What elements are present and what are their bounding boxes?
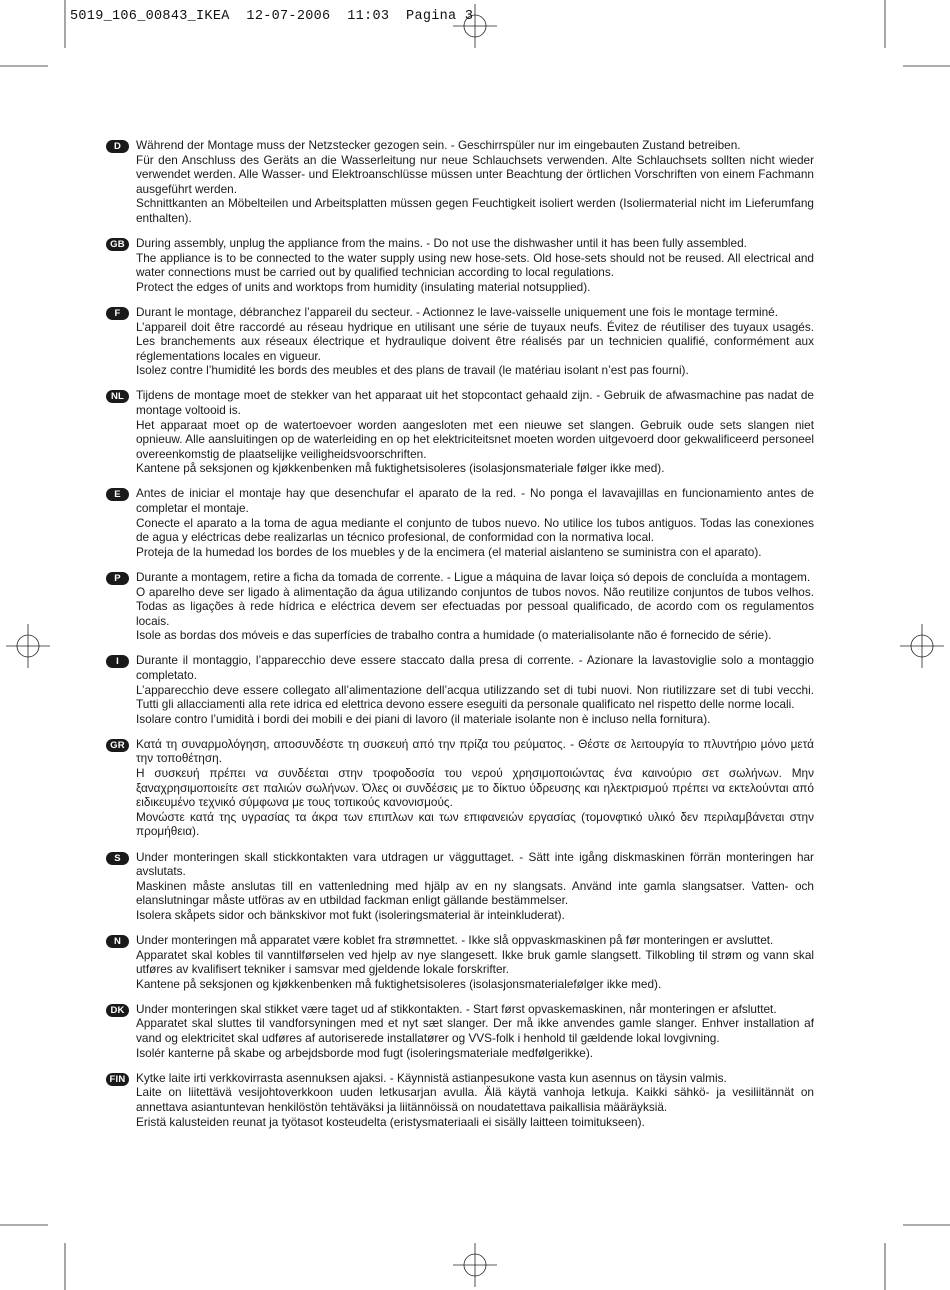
- paragraph: O aparelho deve ser ligado à alimentação da água utilizando conjuntos de tubos novos. Não reutilize conjuntos de tubos velhos. Todas as ligações à rede hídrica e eléctrica devem ser efectuadas por pessoal qualificado, de acordo com os regulamentos locais.: [136, 584, 814, 628]
- section-n: [106, 933, 814, 991]
- paragraph: Kytke laite irti verkkovirrasta asennuksen ajaksi. - Käynnistä astianpesukone vasta kun asennus on täysin valmis.: [136, 1070, 727, 1085]
- paragraph: L’appareil doit être raccordé au réseau hydrique en utilisant une série de tuyaux neufs. Évitez de réutiliser des tuyaux usagés. Les branchements aux réseaux électrique et hydraulique doivent être réalisés par un technicien qualifié, conformément aux réglementations locales en vigueur.: [136, 319, 814, 363]
- paragraph: Under monteringen skall stickkontakten vara utdragen ur vägguttaget. - Sätt inte igång diskmaskinen förrän monteringen har avslutats.: [136, 849, 814, 879]
- paragraph: Isolare contro l’umidità i bordi dei mobili e dei piani di lavoro (il materiale isolante non è incluso nella fornitura).: [136, 711, 711, 726]
- paragraph: Eristä kalusteiden reunat ja työtasot kosteudelta (eristysmateriaali ei sisälly laitteen toimitukseen).: [136, 1114, 645, 1129]
- paragraph: Antes de iniciar el montaje hay que desenchufar el aparato de la red. - No ponga el lavavajillas en funcionamiento antes de completar el montaje.: [136, 486, 814, 516]
- language-badge: E: [106, 488, 129, 501]
- language-badge: GB: [106, 238, 129, 251]
- instructions: [106, 138, 814, 1140]
- paragraph: Under monteringen skal stikket være taget ud af stikkontakten. - Start først opvaskemaskinen, når monteringen er afsluttet.: [136, 1001, 777, 1016]
- language-badge: DK: [106, 1004, 129, 1017]
- paragraph: Protect the edges of units and worktops from humidity (insulating material notsupplied).: [136, 279, 591, 294]
- paragraph: Apparatet skal kobles til vanntilførselen ved hjelp av nye slangesett. Ikke bruk gamle slangsett. Tilkobling til strøm og vann skal utføres av kvalifisert tekniker i samsvar med gjeldende lokale forskrifter.: [136, 947, 814, 977]
- section-gb: [106, 236, 814, 294]
- language-badge: S: [106, 852, 129, 865]
- paragraph: Isole as bordas dos móveis e das superfícies de trabalho contra a humidade (o materialisolante não é fornecido de série).: [136, 628, 772, 643]
- paragraph: Κατά τη συναρμολόγηση, αποσυνδέστε τη συσκευή από την πρίζα του ρεύματος. - Θέστε σε λειτουργία το πλυντήριο μόνο μετά την τοποθέτηση.: [136, 736, 814, 766]
- section-s: [106, 850, 814, 923]
- paragraph: Für den Anschluss des Geräts an die Wasserleitung nur neue Schlauchsets verwenden. Alte Schlauchsets sollten nicht wieder verwendet werden. Alle Wasser- und Elektroanschlüsse müssen unter Beachtung der örtlichen Vorschriften von einem Fachmann ausgeführt werden.: [136, 152, 814, 196]
- paragraph: Während der Montage muss der Netzstecker gezogen sein. - Geschirrspüler nur im eingebauten Zustand betreiben.: [136, 138, 741, 152]
- paragraph: Η συσκευή πρέπει να συνδέεται στην τροφοδοσία του νερού χρησιμοποιώντας ένα καινούριο σετ σωλήνων. Μην ξαναχρησιμοποιείτε σετ παλιών σωλήνων. Όλες οι συνδέσεις με το δίκτυο ύδρευσης και ηλεκτρισμού πρέπει να εκτελούνται από ειδικευμένο τεχνικό σύμφωνα με τους τοπικούς κανονισμούς.: [136, 766, 814, 810]
- language-badge: N: [106, 935, 129, 948]
- print-slug: 5019_106_00843_IKEA 12-07-2006 11:03 Pagina 3: [70, 9, 474, 24]
- paragraph: Durante a montagem, retire a ficha da tomada de corrente. - Ligue a máquina de lavar loiça só depois de concluída a montagem.: [136, 569, 811, 584]
- section-e: [106, 486, 814, 559]
- paragraph: Maskinen måste anslutas till en vattenledning med hjälp av en ny slangsats. Använd inte gamla slangsatser. Vatten- och elanslutningar måste utföras av en utbildad fackman enligt gällande bestämmelser.: [136, 878, 814, 908]
- language-badge: F: [106, 307, 129, 320]
- paragraph: Laite on liitettävä vesijohtoverkkoon uuden letkusarjan avulla. Älä käytä vanhoja letkuja. Kaikki sähkö- ja vesiliitännät on annettava asiantuntevan henkilöstön tehtäväksi ja liitännöissä on noudatettava paikallisia määräyksiä.: [136, 1085, 814, 1114]
- paragraph: Durant le montage, débranchez l’appareil du secteur. - Actionnez le lave-vaisselle uniquement une fois le montage terminé.: [136, 304, 778, 319]
- paragraph: Μονώστε κατά της υγρασίας τα άκρα των επιπλων και των επιφανειών εργασίας (τομονφτικό υλικό δεν περιλαμβάνεται στην προμήθεια).: [136, 809, 814, 839]
- language-badge: I: [106, 655, 129, 668]
- section-dk: [106, 1002, 814, 1060]
- paragraph: The appliance is to be connected to the water supply using new hose-sets. Old hose-sets should not be reused. All electrical and water connections must be carried out by qualified technician according to local regulations.: [136, 250, 814, 280]
- paragraph: Isolez contre l’humidité les bords des meubles et des plans de travail (le matériau isolant n’est pas fourni).: [136, 363, 689, 378]
- language-badge: NL: [106, 390, 129, 403]
- paragraph: During assembly, unplug the appliance from the mains. - Do not use the dishwasher until it has been fully assembled.: [136, 236, 747, 251]
- language-badge: GR: [106, 739, 129, 752]
- paragraph: Isolér kanterne på skabe og arbejdsborde mod fugt (isoleringsmateriale medfølgerikke).: [136, 1045, 594, 1060]
- paragraph: Kantene på seksjonen og kjøkkenbenken må fuktighetsisoleres (isolasjonsmateriale følger ikke med).: [136, 461, 665, 476]
- paragraph: Under monteringen må apparatet være koblet fra strømnettet. - Ikke slå oppvaskmaskinen på før monteringen er avsluttet.: [136, 933, 774, 947]
- language-badge: FIN: [106, 1073, 129, 1086]
- language-badge: P: [106, 572, 129, 585]
- language-badge: D: [106, 140, 129, 153]
- section-f: [106, 305, 814, 378]
- section-nl: [106, 388, 814, 476]
- paragraph: Apparatet skal sluttes til vandforsyningen med et nyt sæt slanger. Der må ikke anvendes gamle slanger. Enhver installation af vand og elektricitet skal udføres af autoriserede installatører og VVS-folk i henhold til gældende lokal lovgivning.: [136, 1016, 814, 1046]
- paragraph: Tijdens de montage moet de stekker van het apparaat uit het stopcontact gehaald zijn. - Gebruik de afwasmachine pas nadat de montage voltooid is.: [136, 388, 814, 417]
- section-d: [106, 138, 814, 226]
- paragraph: Kantene på seksjonen og kjøkkenbenken må fuktighetsisoleres (isolasjonsmaterialefølger ikke med).: [136, 976, 662, 991]
- section-gr: [106, 737, 814, 839]
- paragraph: Durante il montaggio, l’apparecchio deve essere staccato dalla presa di corrente. - Azionare la lavastoviglie solo a montaggio completato.: [136, 653, 814, 682]
- section-i: [106, 653, 814, 726]
- paragraph: Het apparaat moet op de watertoevoer worden aangesloten met een nieuwe set slangen. Gebruik oude sets slangen niet opnieuw. Alle aansluitingen op de waterleiding en op het elektriciteitsnet moeten worden uitgevoerd door gekwalificeerd personeel overeenkomstig de plaatselijke veiligheidsvoorschriften.: [136, 417, 814, 461]
- paragraph: Proteja de la humedad los bordes de los muebles y de la encimera (el material aislanteno se suministra con el aparato).: [136, 544, 762, 559]
- paragraph: Conecte el aparato a la toma de agua mediante el conjunto de tubos nuevo. No utilice los tubos antiguos. Todas las conexiones de agua y eléctricas debe realizarlas un técnico profesional, de conformidad con la normativa local.: [136, 515, 814, 545]
- paragraph: L’apparecchio deve essere collegato all’alimentazione dell’acqua utilizzando set di tubi nuovi. Non riutilizzare set di tubi vecchi. Tutti gli allacciamenti alla rete idrica ed elettrica devono essere eseguiti da personale qualificato nel rispetto delle norme locali.: [136, 682, 814, 712]
- section-p: [106, 570, 814, 643]
- paragraph: Schnittkanten an Möbelteilen und Arbeitsplatten müssen gegen Feuchtigkeit isoliert werden (Isoliermaterial nicht im Lieferumfang enthalten).: [136, 196, 814, 225]
- paragraph: Isolera skåpets sidor och bänkskivor mot fukt (isoleringsmaterial är inteinkluderat).: [136, 907, 565, 922]
- section-fin: [106, 1071, 814, 1129]
